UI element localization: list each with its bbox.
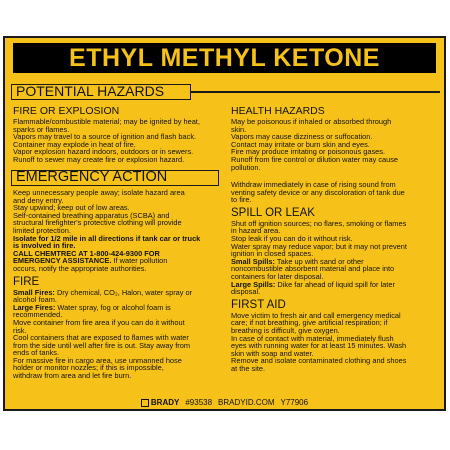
section-divider bbox=[191, 91, 440, 93]
text-line: Shut off ignition sources; no flares, smoking or flames bbox=[231, 218, 407, 228]
text-line: ignition in closed spaces. bbox=[231, 249, 314, 259]
text-line: Fire may produce irritating or poisonous gases. bbox=[231, 147, 386, 157]
text-line: limited protection. bbox=[13, 225, 71, 235]
isolate-warning: is involved in fire. bbox=[13, 241, 76, 251]
text-line: Stop leak if you can do it without risk. bbox=[231, 233, 353, 243]
text-line: Contact may irritate or burn skin and eyes. bbox=[231, 139, 370, 149]
text-line: skin. bbox=[231, 124, 247, 134]
text-line: in hazard area. bbox=[231, 226, 281, 236]
small-spills-label: Small Spills: bbox=[231, 256, 275, 266]
chemtrec-line: EMERGENCY ASSISTANCE. bbox=[13, 256, 112, 266]
text-line: Vapors may cause dizziness or suffocation. bbox=[231, 132, 373, 142]
text-line: Remove and isolate contaminated clothing and shoes bbox=[231, 356, 407, 366]
lot-number: Y77906 bbox=[280, 398, 309, 407]
text-line: Move container from fire area if you can do it without bbox=[13, 317, 185, 327]
text-line: noncombustible absorbent material and place into bbox=[231, 264, 395, 274]
text-line: May be poisonous if inhaled or absorbed through bbox=[231, 117, 392, 126]
text-line: at the site. bbox=[231, 363, 266, 373]
text-line: pollution. bbox=[231, 162, 261, 172]
emergency-action-heading: EMERGENCY ACTION bbox=[11, 170, 219, 186]
isolate-warning: Isolate for 1/2 mile in all directions if tank car or truck bbox=[13, 233, 201, 243]
text-line: withdraw from area and let fire burn. bbox=[13, 371, 132, 381]
text-line: Withdraw immediately in case of rising sound from bbox=[231, 180, 396, 189]
brand-website: BRADYID.COM bbox=[218, 398, 275, 407]
text-line: Runoff from fire control or dilution water may cause bbox=[231, 154, 399, 164]
small-fires-label: Small Fires: bbox=[13, 287, 55, 297]
text-line: Runoff to sewer may create fire or explosion hazard. bbox=[13, 154, 185, 164]
text-line: and deny entry. bbox=[13, 195, 64, 205]
text-line: from the side until well after fire is out. Stay away from bbox=[13, 340, 191, 350]
fire-explosion-heading: FIRE OR EXPLOSION bbox=[13, 105, 120, 117]
text-line: occurs, notify the appropriate authorities. bbox=[13, 263, 147, 273]
text-line: holder or monitor nozzles; if this is impossible, bbox=[13, 363, 164, 373]
spill-leak-heading: SPILL OR LEAK bbox=[231, 206, 315, 219]
large-fires-label: Large Fires: bbox=[13, 302, 56, 312]
text-line: Vapors may travel to a source of ignition and flash back. bbox=[13, 132, 197, 142]
text-line: skin with soap and water. bbox=[231, 348, 314, 358]
text-line: Move victim to fresh air and call emergency medical bbox=[231, 310, 401, 320]
label-title: ETHYL METHYL KETONE bbox=[13, 43, 436, 73]
text-line: For massive fire in cargo area, use unmanned hose bbox=[13, 355, 182, 365]
text-line: ends of tanks. bbox=[13, 348, 60, 358]
brady-logo: BRADY bbox=[141, 398, 179, 408]
text-line: Take up with sand or other bbox=[276, 256, 364, 266]
brady-logo-icon bbox=[141, 399, 149, 407]
text-line: In case of contact with material, immediately flush bbox=[231, 333, 394, 343]
emergency-right-column bbox=[231, 181, 443, 372]
text-line: Stay upwind; keep out of low areas. bbox=[13, 203, 130, 213]
text-line: Vapor explosion hazard indoors, outdoors or in sewers. bbox=[13, 147, 194, 157]
potential-hazards-heading: POTENTIAL HAZARDS bbox=[11, 84, 191, 100]
text-line: disposal. bbox=[231, 287, 261, 297]
text-line: care; if not breathing, give artificial respiration; if bbox=[231, 318, 388, 328]
text-line: Self-contained breathing apparatus (SCBA) and bbox=[13, 210, 170, 220]
health-hazards-heading: HEALTH HAZARDS bbox=[231, 105, 325, 117]
text-line: If water pollution bbox=[113, 256, 168, 266]
text-line: to fire. bbox=[231, 195, 252, 205]
text-line: venting safety device or any discoloration of tank due bbox=[231, 187, 405, 197]
text-line: Cool containers that are exposed to flames with water bbox=[13, 333, 189, 343]
text-line: recommended. bbox=[13, 310, 63, 320]
text-line: breathing is difficult, give oxygen. bbox=[231, 325, 340, 335]
text-line: risk. bbox=[13, 325, 27, 335]
emergency-left-column bbox=[13, 189, 225, 380]
text-line: Container may explode in heat of fire. bbox=[13, 139, 136, 149]
text-line: Dike far ahead of liquid spill for later bbox=[277, 279, 395, 289]
text-line: Water spray, fog or alcohol foam is bbox=[57, 302, 171, 312]
fire-heading: FIRE bbox=[13, 275, 40, 288]
text-line: sparks or flames. bbox=[13, 124, 70, 134]
chemtrec-line: CALL CHEMTREC AT 1-800-424-9300 FOR bbox=[13, 248, 160, 258]
text-line: Dry chemical, CO₂, Halon, water spray or bbox=[56, 287, 193, 297]
text-line: alcohol foam. bbox=[13, 295, 57, 305]
chemical-label bbox=[3, 36, 446, 411]
large-spills-label: Large Spills: bbox=[231, 279, 276, 289]
first-aid-heading: FIRST AID bbox=[231, 298, 286, 311]
fire-explosion-block bbox=[13, 106, 225, 164]
text-line: eyes with running water for at least 15 minutes. Wash bbox=[231, 341, 407, 351]
text-line: structural firefighter's protective clothing will provide bbox=[13, 218, 182, 228]
label-footer bbox=[5, 398, 444, 408]
text-line: Keep unnecessary people away; isolate hazard area bbox=[13, 188, 185, 197]
text-line: containers for later disposal. bbox=[231, 271, 324, 281]
health-hazards-block bbox=[231, 106, 443, 171]
text-line: Water spray may reduce vapor; but it may not prevent bbox=[231, 241, 407, 251]
text-line: Flammable/combustible material; may be ignited by heat, bbox=[13, 117, 200, 126]
product-code: #93538 bbox=[185, 398, 213, 407]
